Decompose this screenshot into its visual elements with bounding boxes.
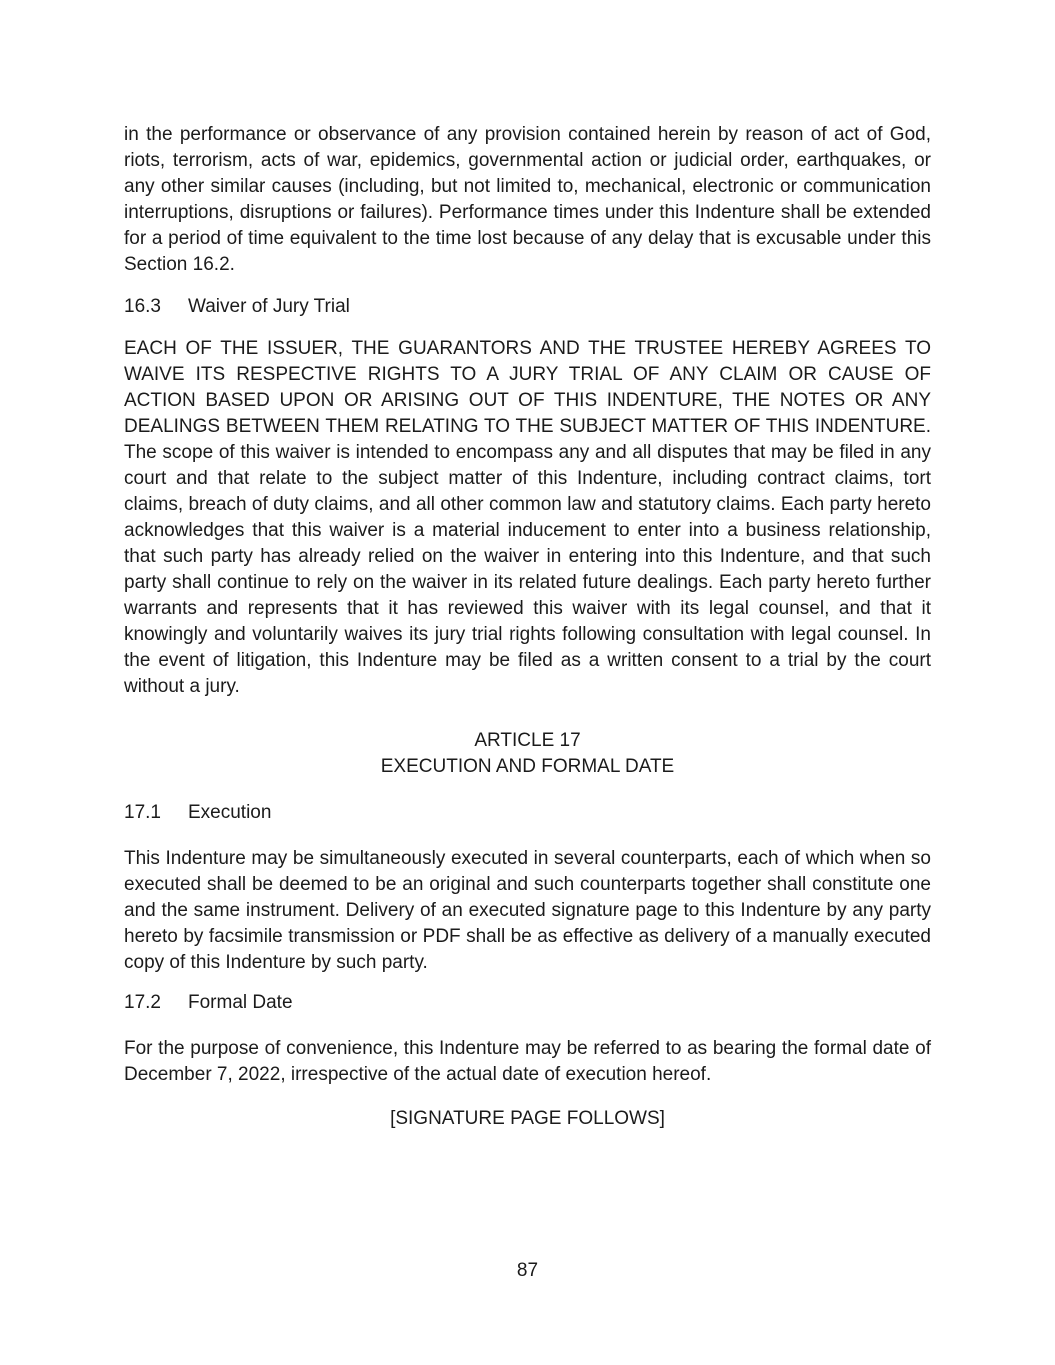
section-title-waiver-of-jury-trial: Waiver of Jury Trial [188, 296, 350, 317]
section-heading-17-2 [124, 990, 931, 1016]
section-number-17-2: 17.2 [124, 992, 161, 1013]
section-title-execution: Execution [188, 802, 272, 823]
paragraph-formal-date: For the purpose of convenience, this Indenture may be referred to as bearing the formal date of December 7, 2022, irrespective of the actual date of execution hereof. [124, 1038, 931, 1085]
section-heading-16-3 [124, 294, 931, 320]
document-content [124, 122, 931, 1132]
article-17-heading [124, 728, 931, 780]
section-title-formal-date: Formal Date [188, 992, 293, 1013]
section-number-17-1: 17.1 [124, 802, 161, 823]
article-17-number-line: ARTICLE 17 [474, 730, 581, 751]
paragraph-jury-waiver: EACH OF THE ISSUER, THE GUARANTORS AND THE TRUSTEE HEREBY AGREES TO WAIVE ITS RESPECTIVE RIGHTS TO A JURY TRIAL OF ANY CLAIM OR CAUSE OF ACTION BASED UPON OR ARISING OUT OF THIS INDENTURE, THE NOTES OR ANY DEALINGS BETWEEN THEM RELATING TO THE SUBJECT MATTER OF THIS INDENTURE. The scope of this waiver is intended to encompass any and all disputes that may be filed in any court and that relate to the subject matter of this Indenture, including contract claims, tort claims, breach of duty claims, and all other common law and statutory claims. Each party hereto acknowledges that this waiver is a material inducement to enter into a business relationship, that such party has already relied on the waiver in entering into this Indenture, and that such party shall continue to rely on the waiver in its related future dealings. Each party hereto further warrants and represents that it has reviewed this waiver with its legal counsel, and that it knowingly and voluntarily waives its jury trial rights following consultation with legal counsel. In the event of litigation, this Indenture may be filed as a written consent to a trial by the court without a jury. [124, 338, 931, 697]
article-17-title-line: EXECUTION AND FORMAL DATE [380, 756, 675, 777]
page-number: 87 [516, 1260, 539, 1281]
section-number-16-3: 16.3 [124, 296, 161, 317]
signature-page-note: [SIGNATURE PAGE FOLLOWS] [390, 1108, 665, 1129]
section-heading-17-1 [124, 800, 931, 826]
paragraph-force-majeure: in the performance or observance of any provision contained herein by reason of act of God, riots, terrorism, acts of war, epidemics, governmental action or judicial order, earthquakes, or any other similar causes (including, but not limited to, mechanical, electronic or communication interruptions, disruptions or failures). Performance times under this Indenture shall be extended for a period of time equivalent to the time lost because of any delay that is excusable under this Section 16.2. [124, 124, 931, 275]
paragraph-execution: This Indenture may be simultaneously executed in several counterparts, each of which when so executed shall be deemed to be an original and such counterparts together shall constitute one and the same instrument. Delivery of an executed signature page to this Indenture by any party hereto by facsimile transmission or PDF shall be as effective as delivery of a manually executed copy of this Indenture by such party. [124, 848, 931, 973]
